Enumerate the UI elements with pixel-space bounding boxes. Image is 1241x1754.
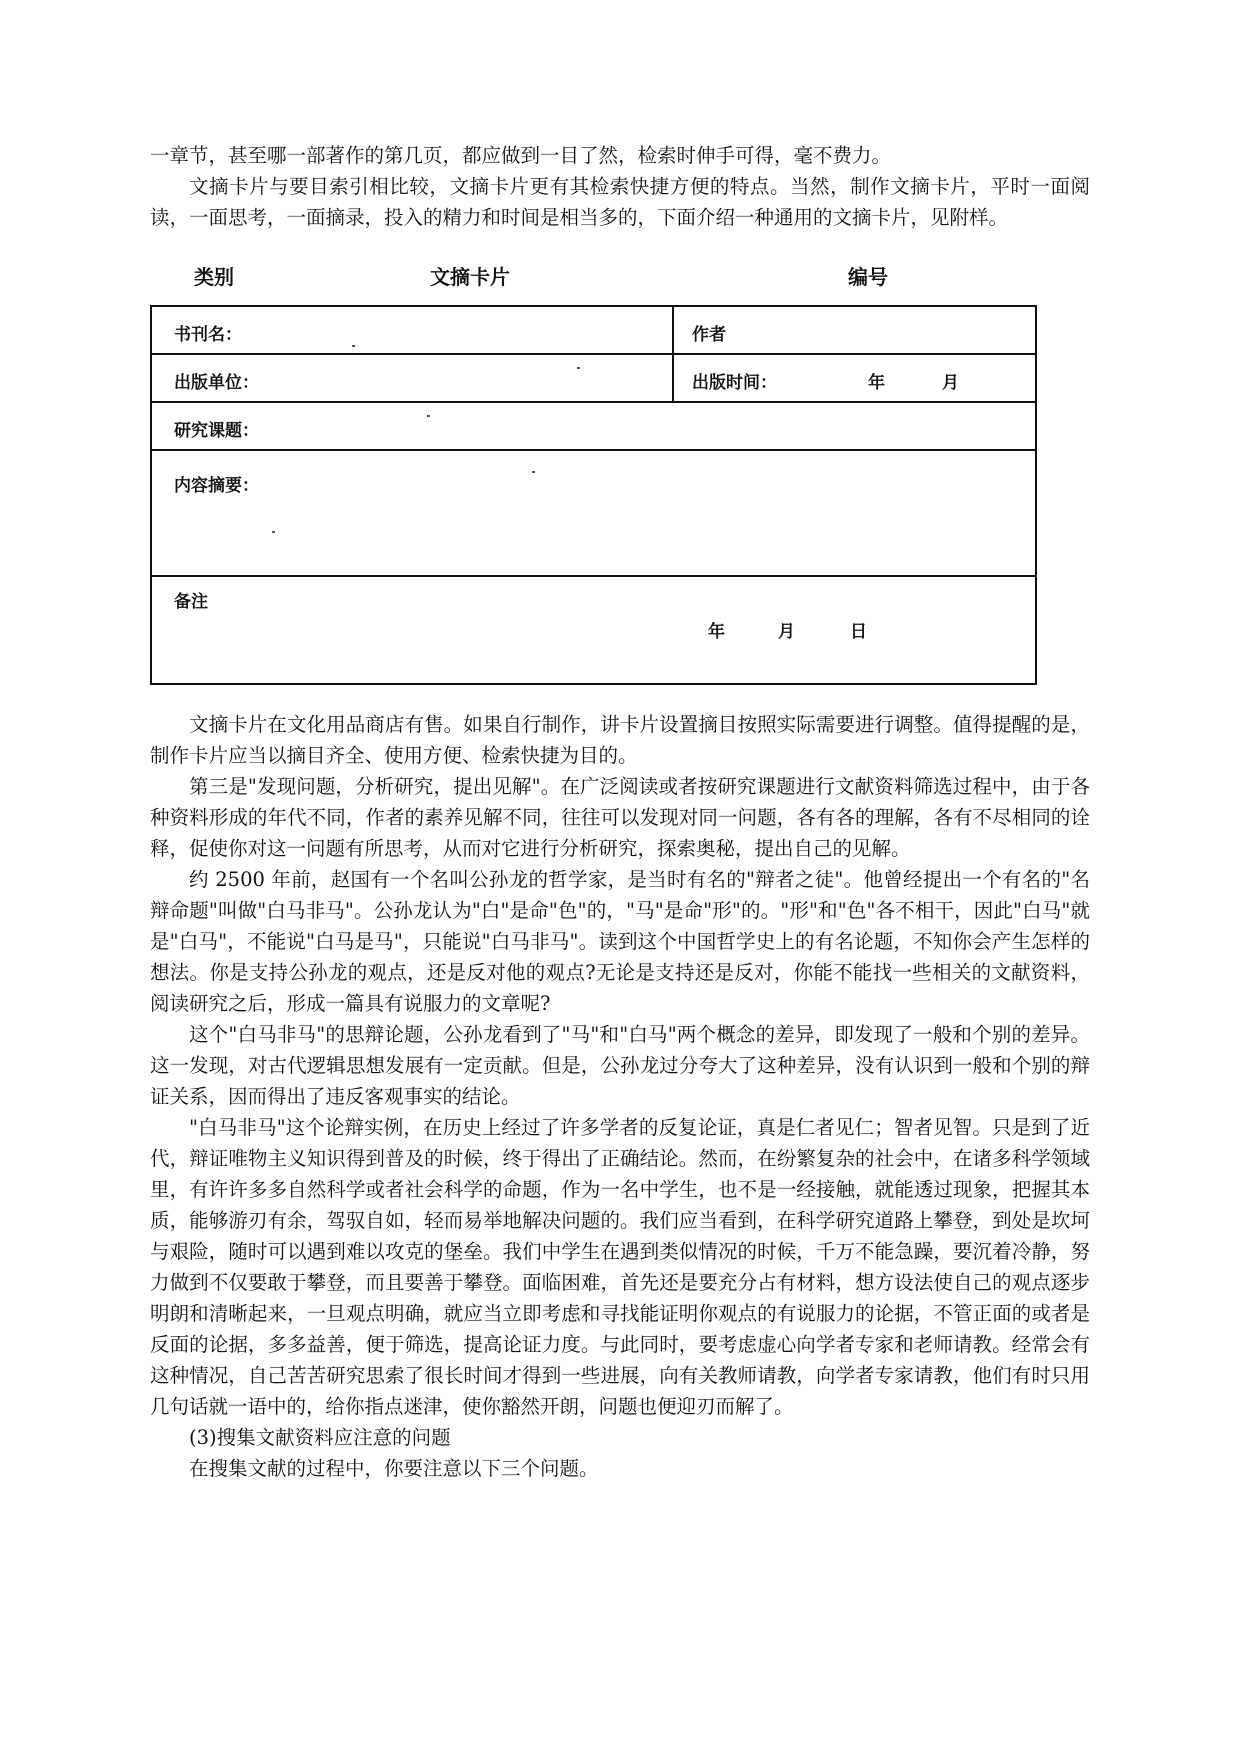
paragraph-intro-continued: 一章节，甚至哪一部著作的第几页，都应做到一目了然，检索时伸手可得，毫不费力。 bbox=[150, 144, 892, 167]
publish-year-label: 年 bbox=[868, 373, 885, 393]
card-row-topic bbox=[152, 403, 1035, 451]
card-category-label: 类别 bbox=[194, 265, 234, 289]
card-divider bbox=[672, 355, 674, 401]
paragraph: 在搜集文献的过程中，你要注意以下三个问题。 bbox=[189, 1457, 599, 1480]
card-form bbox=[150, 305, 1037, 685]
document-page bbox=[150, 140, 1090, 1484]
publish-time-label: 出版时间： bbox=[692, 373, 777, 393]
summary-label: 内容摘要： bbox=[174, 476, 259, 496]
author-label: 作者 bbox=[692, 325, 726, 345]
date-month-label: 月 bbox=[778, 622, 795, 642]
paragraph: 文摘卡片在文化用品商店有售。如果自行制作，讲卡片设置摘目按照实际需要进行调整。值得提醒的是，制作卡片应当以摘目齐全、使用方便、检索快捷为目的。 bbox=[150, 713, 1090, 767]
card-row-book bbox=[152, 307, 1035, 355]
card-row-summary bbox=[152, 451, 1035, 577]
abstract-card-sample bbox=[150, 259, 1090, 689]
card-number-label: 编号 bbox=[848, 265, 888, 289]
body-text bbox=[150, 709, 1090, 1484]
publisher-label: 出版单位： bbox=[174, 373, 259, 393]
card-title: 文摘卡片 bbox=[430, 265, 510, 289]
paragraph: "白马非马"这个论辩实例，在历史上经过了许多学者的反复论证，真是仁者见仁；智者见智。只是到了近代，辩证唯物主义知识得到普及的时候，终于得出了正确结论。然而，在纷繁复杂的社会中，在诸多科学领域里，有许许多多自然科学或者社会科学的命题，作为一名中学生，也不是一经接触，就能透过现象，把握其本质，能够游刃有余，驾驭自如，轻而易举地解决问题的。我们应当看到，在科学研究道路上攀登，到处是坎坷与艰险，随时可以遇到难以攻克的堡垒。我们中学生在遇到类似情况的时候，千万不能急躁，要沉着冷静，努力做到不仅要敢于攀登，而且要善于攀登。面临困难，首先还是要充分占有材料，想方设法使自己的观点逐步明朗和清晰起来，一旦观点明确，就应当立即考虑和寻找能证明你观点的有说服力的论据，不管正面的或者是反面的论据，多多益善，便于筛选，提高论证力度。与此同时，要考虑虚心向学者专家和老师请教。经常会有这种情况，自己苦苦研究思索了很长时间才得到一些进展，向有关教师请教，向学者专家请教，他们有时只用几句话就一语中的，给你指点迷津，使你豁然开朗，问题也便迎刃而解了。 bbox=[150, 1116, 1090, 1418]
book-title-label: 书刊名： bbox=[174, 325, 242, 345]
paragraph: 这个"白马非马"的思辩论题，公孙龙看到了"马"和"白马"两个概念的差异，即发现了一般和个别的差异。这一发现，对古代逻辑思想发展有一定贡献。但是，公孙龙过分夸大了这种差异，没有认识到一般和个别的辩证关系，因而得出了违反客观事实的结论。 bbox=[150, 1023, 1090, 1108]
paragraph: 约 2500 年前，赵国有一个名叫公孙龙的哲学家，是当时有名的"辩者之徒"。他曾经提出一个有名的"名辩命题"叫做"白马非马"。公孙龙认为"白"是命"色"的，"马"是命"形"的。"形"和"色"各不相干，因此"白马"就是"白马"，不能说"白马是马"，只能说"白马非马"。读到这个中国哲学史上的有名论题，不知你会产生怎样的想法。你是支持公孙龙的观点，还是反对他的观点?无论是支持还是反对，你能不能找一些相关的文献资料，阅读研究之后，形成一篇具有说服力的文章呢? bbox=[150, 868, 1090, 1015]
date-day-label: 日 bbox=[850, 622, 867, 642]
paragraph: 第三是"发现问题，分析研究，提出见解"。在广泛阅读或者按研究课题进行文献资料筛选过程中，由于各种资料形成的年代不同，作者的素养见解不同，往往可以发现对同一问题，各有各的理解，各有不尽相同的诠释，促使你对这一问题有所思考，从而对它进行分析研究，探索奥秘，提出自己的见解。 bbox=[150, 775, 1090, 860]
remarks-label: 备注 bbox=[174, 592, 208, 612]
publish-month-label: 月 bbox=[942, 373, 959, 393]
card-divider bbox=[672, 307, 674, 353]
card-row-remarks bbox=[152, 577, 1035, 681]
card-row-publisher bbox=[152, 355, 1035, 403]
section-heading: (3)搜集文献资料应注意的问题 bbox=[189, 1426, 451, 1449]
date-year-label: 年 bbox=[708, 622, 725, 642]
paragraph-card-comparison: 文摘卡片与要目索引相比较，文摘卡片更有其检索快捷方便的特点。当然，制作文摘卡片，平时一面阅读，一面思考，一面摘录，投入的精力和时间是相当多的，下面介绍一种通用的文摘卡片，见附样。 bbox=[150, 175, 1090, 229]
card-header bbox=[150, 259, 1050, 295]
research-topic-label: 研究课题： bbox=[174, 421, 259, 441]
